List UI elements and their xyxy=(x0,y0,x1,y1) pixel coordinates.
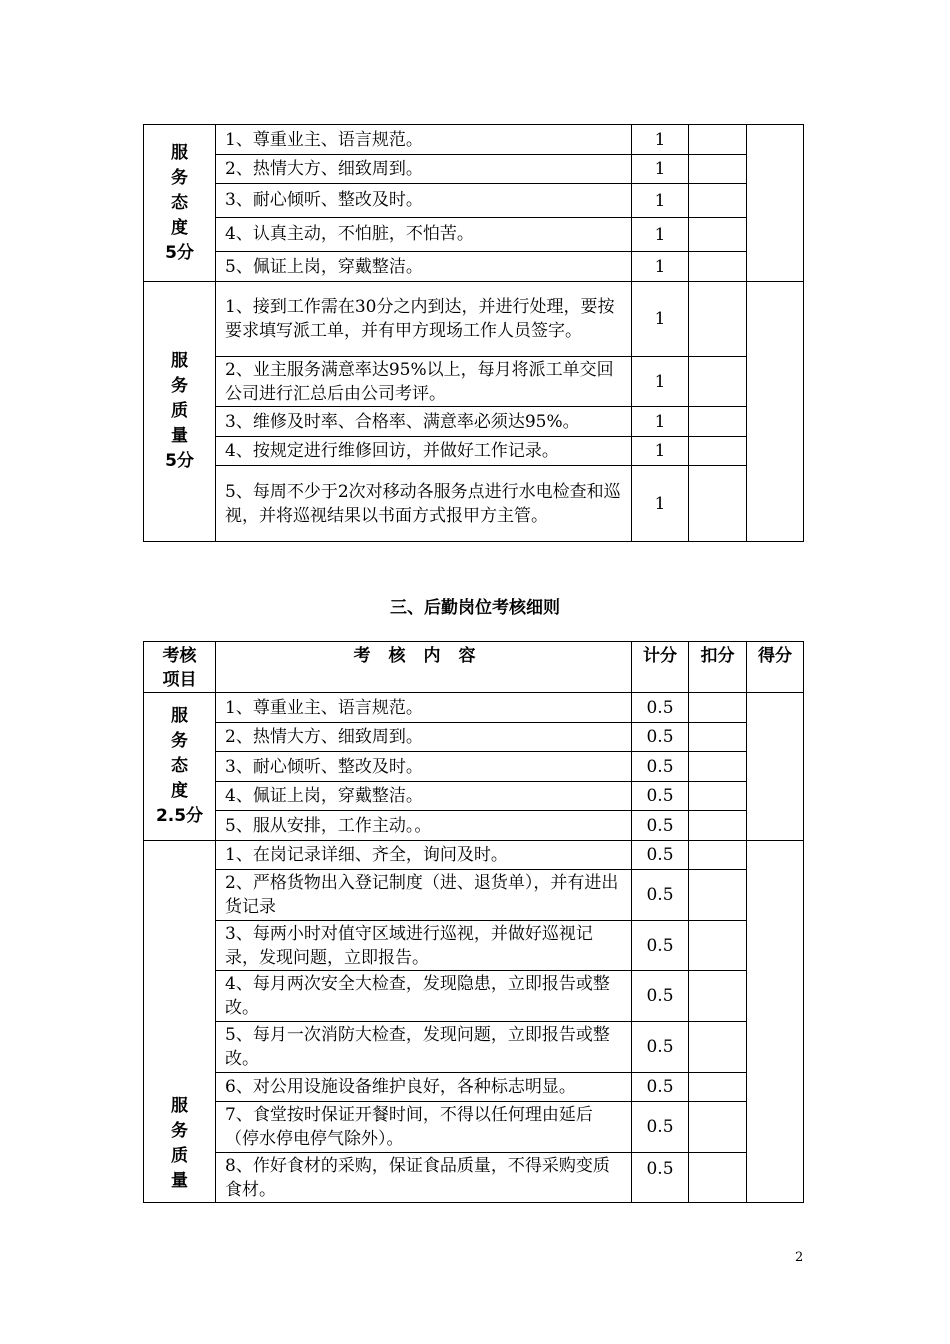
table-row xyxy=(144,407,804,437)
deduct-cell xyxy=(689,1073,747,1102)
row-content: 3、维修及时率、合格率、满意率必须达95%。 xyxy=(216,407,632,437)
row-content: 3、耐心倾听、整改及时。 xyxy=(216,752,632,782)
deduct-cell xyxy=(689,1153,747,1203)
row-content: 7、食堂按时保证开餐时间，不得以任何理由延后（停水停电停气除外）。 xyxy=(216,1102,632,1153)
row-score: 0.5 xyxy=(632,723,689,752)
deduct-cell xyxy=(689,921,747,971)
table-row xyxy=(144,841,804,870)
row-content: 5、佩证上岗，穿戴整洁。 xyxy=(216,252,632,282)
row-content: 2、严格货物出入登记制度（进、退货单），并有进出货记录 xyxy=(216,870,632,921)
page-number: 2 xyxy=(795,1250,804,1265)
table-row xyxy=(144,752,804,782)
category-service-attitude: 服 务 态 度 2.5分 xyxy=(144,693,216,841)
row-score: 0.5 xyxy=(632,782,689,811)
deduct-cell xyxy=(689,155,747,184)
table-row xyxy=(144,782,804,811)
row-content: 3、每两小时对值守区域进行巡视，并做好巡视记录，发现问题，立即报告。 xyxy=(216,921,632,971)
row-score: 1 xyxy=(632,218,689,252)
row-content: 4、按规定进行维修回访，并做好工作记录。 xyxy=(216,437,632,466)
row-score: 1 xyxy=(632,252,689,282)
deduct-cell xyxy=(689,1102,747,1153)
deduct-cell xyxy=(689,752,747,782)
deduct-cell xyxy=(689,407,747,437)
row-score: 1 xyxy=(632,466,689,542)
row-content: 4、佩证上岗，穿戴整洁。 xyxy=(216,782,632,811)
row-content: 3、耐心倾听、整改及时。 xyxy=(216,184,632,218)
deduct-cell xyxy=(689,971,747,1022)
deduct-cell xyxy=(689,782,747,811)
deduct-cell xyxy=(689,841,747,870)
table-row xyxy=(144,1153,804,1203)
table-row xyxy=(144,155,804,184)
table-row xyxy=(144,218,804,252)
table-header-row xyxy=(144,642,804,693)
table-row xyxy=(144,921,804,971)
deduct-cell xyxy=(689,252,747,282)
row-content: 4、每月两次安全大检查，发现隐患，立即报告或整改。 xyxy=(216,971,632,1022)
row-score: 0.5 xyxy=(632,1022,689,1073)
row-score: 1 xyxy=(632,155,689,184)
row-score: 1 xyxy=(632,357,689,407)
row-content: 1、接到工作需在30分之内到达，并进行处理，要按要求填写派工单，并有甲方现场工作人员签字。 xyxy=(216,282,632,357)
header-deduct: 扣分 xyxy=(689,642,747,693)
deduct-cell xyxy=(689,466,747,542)
row-score: 0.5 xyxy=(632,870,689,921)
table-row xyxy=(144,693,804,723)
table-row xyxy=(144,870,804,921)
table-row xyxy=(144,723,804,752)
row-score: 1 xyxy=(632,184,689,218)
result-cell xyxy=(747,125,804,282)
row-content: 5、服从安排，工作主动。。 xyxy=(216,811,632,841)
row-content: 6、对公用设施设备维护良好，各种标志明显。 xyxy=(216,1073,632,1102)
table-row xyxy=(144,811,804,841)
row-content: 4、认真主动，不怕脏，不怕苦。 xyxy=(216,218,632,252)
table-row xyxy=(144,437,804,466)
header-content: 考核内容 xyxy=(216,642,632,693)
header-result: 得分 xyxy=(747,642,804,693)
deduct-cell xyxy=(689,693,747,723)
deduct-cell xyxy=(689,811,747,841)
row-content: 2、热情大方、细致周到。 xyxy=(216,723,632,752)
table-row xyxy=(144,125,804,155)
row-content: 2、业主服务满意率达95%以上，每月将派工单交回公司进行汇总后由公司考评。 xyxy=(216,357,632,407)
row-score: 0.5 xyxy=(632,752,689,782)
category-service-attitude: 服 务 态 度 5分 xyxy=(144,125,216,282)
deduct-cell xyxy=(689,357,747,407)
deduct-cell xyxy=(689,125,747,155)
row-content: 1、在岗记录详细、齐全，询问及时。 xyxy=(216,841,632,870)
row-score: 0.5 xyxy=(632,1153,689,1203)
result-cell xyxy=(747,693,804,841)
deduct-cell xyxy=(689,184,747,218)
category-service-quality: 服 务 质 量 xyxy=(144,841,216,1203)
row-content: 1、尊重业主、语言规范。 xyxy=(216,693,632,723)
header-item: 考核 项目 xyxy=(144,642,216,693)
row-score: 1 xyxy=(632,437,689,466)
table-row xyxy=(144,252,804,282)
row-score: 1 xyxy=(632,282,689,357)
row-score: 0.5 xyxy=(632,693,689,723)
row-score: 1 xyxy=(632,407,689,437)
table-service-1 xyxy=(143,124,804,542)
category-service-quality: 服 务 质 量 5分 xyxy=(144,282,216,542)
deduct-cell xyxy=(689,1022,747,1073)
row-score: 0.5 xyxy=(632,1102,689,1153)
deduct-cell xyxy=(689,723,747,752)
header-score: 计分 xyxy=(632,642,689,693)
table-logistics xyxy=(143,641,804,1203)
row-content: 1、尊重业主、语言规范。 xyxy=(216,125,632,155)
deduct-cell xyxy=(689,282,747,357)
row-score: 0.5 xyxy=(632,971,689,1022)
row-score: 0.5 xyxy=(632,1073,689,1102)
table-row xyxy=(144,1022,804,1073)
table-row xyxy=(144,466,804,542)
table-row xyxy=(144,357,804,407)
table-row xyxy=(144,1073,804,1102)
deduct-cell xyxy=(689,870,747,921)
row-score: 1 xyxy=(632,125,689,155)
row-score: 0.5 xyxy=(632,921,689,971)
row-content: 8、作好食材的采购，保证食品质量，不得采购变质食材。 xyxy=(216,1153,632,1203)
deduct-cell xyxy=(689,218,747,252)
row-content: 5、每周不少于2次对移动各服务点进行水电检查和巡视，并将巡视结果以书面方式报甲方主管。 xyxy=(216,466,632,542)
result-cell xyxy=(747,841,804,1203)
section-title: 三、后勤岗位考核细则 xyxy=(390,598,560,618)
table-row xyxy=(144,1102,804,1153)
row-score: 0.5 xyxy=(632,811,689,841)
deduct-cell xyxy=(689,437,747,466)
row-content: 2、热情大方、细致周到。 xyxy=(216,155,632,184)
table-row xyxy=(144,184,804,218)
row-content: 5、每月一次消防大检查，发现问题，立即报告或整改。 xyxy=(216,1022,632,1073)
table-row xyxy=(144,282,804,357)
result-cell xyxy=(747,282,804,542)
row-score: 0.5 xyxy=(632,841,689,870)
table-row xyxy=(144,971,804,1022)
